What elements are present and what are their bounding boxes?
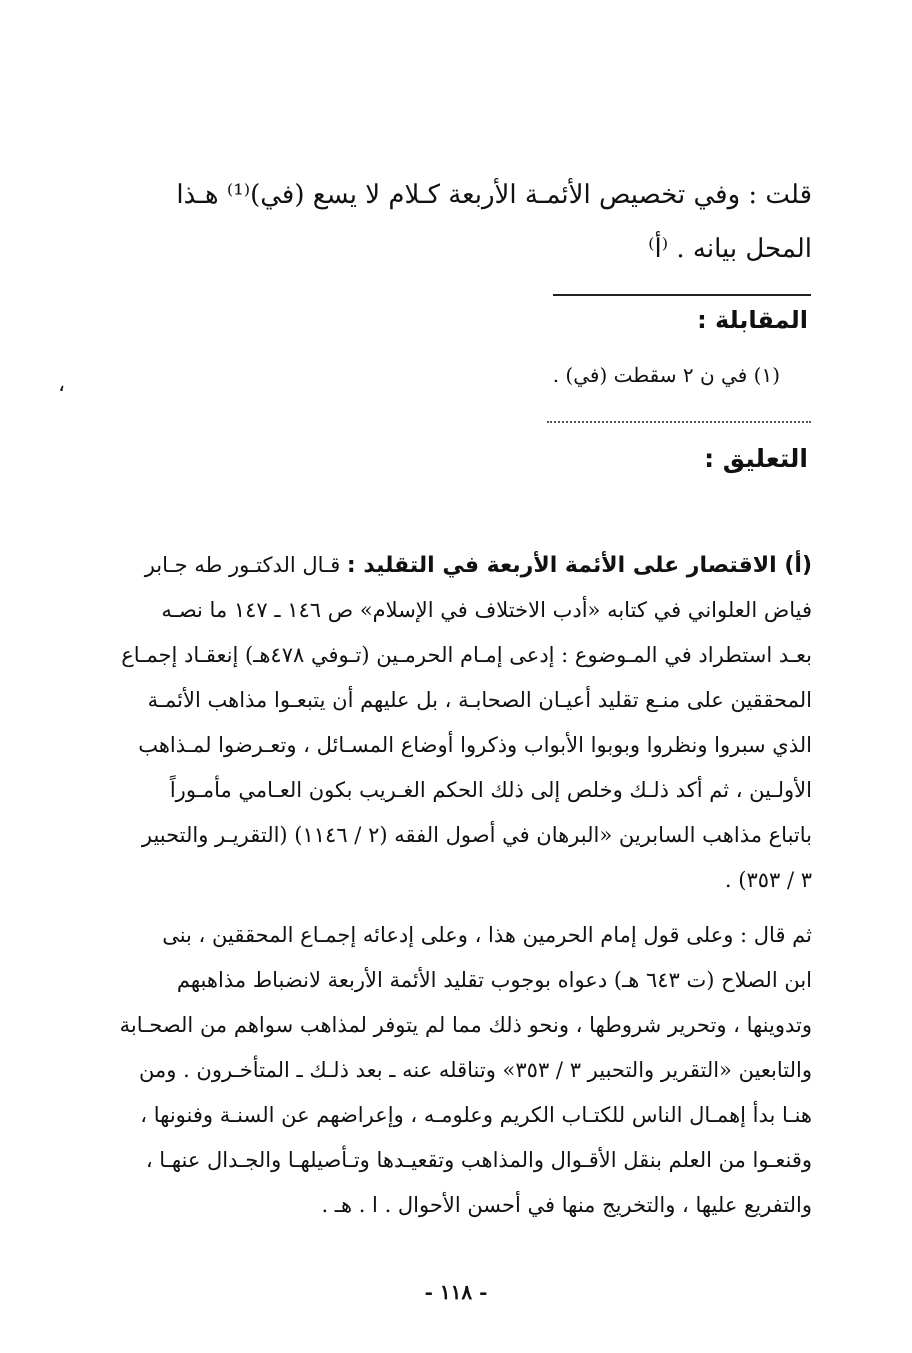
dotted-separator: [547, 421, 811, 423]
margin-mark: ،: [58, 372, 66, 397]
intro-line: المحل بيانه . ⁽أ⁾: [648, 234, 812, 264]
intro-paragraph: [118, 168, 812, 276]
paragraph-line: والتابعين «التقرير والتحبير ٣ / ٣٥٣» وتناقله عنه ـ بعد ذلـك ـ المتأخـرون . ومن: [139, 1058, 812, 1082]
paragraph-line: [118, 543, 812, 588]
paragraph-line: ابن الصلاح (ت ٦٤٣ هـ) دعواه بوجوب تقليد الأئمة الأربعة لانضباط مذاهبهم: [176, 968, 812, 992]
paragraph-line: هنـا بدأ إهمـال الناس للكتـاب الكريم وعلومـه ، وإعراضهم عن السنـة وفنونها ،: [140, 1103, 812, 1127]
page-number: - ١١٨ -: [424, 1280, 488, 1304]
footnote-separator: [553, 294, 811, 296]
paragraph-line: فياض العلواني في كتابه «أدب الاختلاف في الإسلام» ص ١٤٦ ـ ١٤٧ ما نصـه: [161, 598, 812, 622]
paragraph-line: باتباع مذاهب السابرين «البرهان في أصول الفقه (٢ / ١١٤٦) (التقريـر والتحبير: [141, 823, 812, 847]
collation-note: (١) في ن ٢ سقطت (في) .: [552, 363, 780, 387]
paragraph-line: ٣ / ٣٥٣) .: [724, 868, 812, 892]
intro-line: قلت : وفي تخصيص الأئمـة الأربعة كـلام لا يسع (في)⁽¹⁾ هـذا: [176, 180, 812, 210]
commentary-paragraph-2: [118, 913, 812, 1228]
taliq-heading: التعليق :: [704, 444, 808, 473]
section-subheading: (أ) الاقتصار على الأئمة الأربعة في التقليد :: [346, 553, 812, 578]
paragraph-line: المحققين على منـع تقليد أعيـان الصحابـة ، بل عليهم أن يتبعـوا مذاهب الأئمـة: [147, 688, 812, 712]
muqabala-heading: المقابلة :: [697, 306, 808, 334]
paragraph-text: قـال الدكتـور طه جـابر: [144, 553, 341, 577]
paragraph-line: ثم قال : وعلى قول إمام الحرمين هذا ، وعلى إدعائه إجمـاع المحققين ، بنى: [162, 923, 812, 947]
paragraph-line: الذي سبروا ونظروا وبوبوا الأبواب وذكروا أوضاع المسـائل ، وتعـرضوا لمـذاهب: [138, 733, 812, 757]
paragraph-line: الأولـين ، ثم أكد ذلـك وخلص إلى ذلك الحكم الغـريب بكون العـامي مأمـوراً: [169, 778, 812, 802]
paragraph-line: وتدوينها ، وتحرير شروطها ، ونحو ذلك مما لم يتوفر لمذاهب سواهم من الصحـابة: [119, 1013, 812, 1037]
paragraph-line: والتفريع عليها ، والتخريج منها في أحسن الأحوال . ا . هـ .: [321, 1193, 812, 1217]
paragraph-line: وقنعـوا من العلم بنقل الأقـوال والمذاهب وتقعيـدها وتـأصيلهـا والجـدال عنهـا ،: [145, 1148, 812, 1172]
paragraph-line: بعـد استطراد في المـوضوع : إدعى إمـام الحرمـين (تـوفي ٤٧٨هـ) إنعقـاد إجمـاع: [121, 643, 812, 667]
commentary-paragraph-1: [118, 543, 812, 903]
